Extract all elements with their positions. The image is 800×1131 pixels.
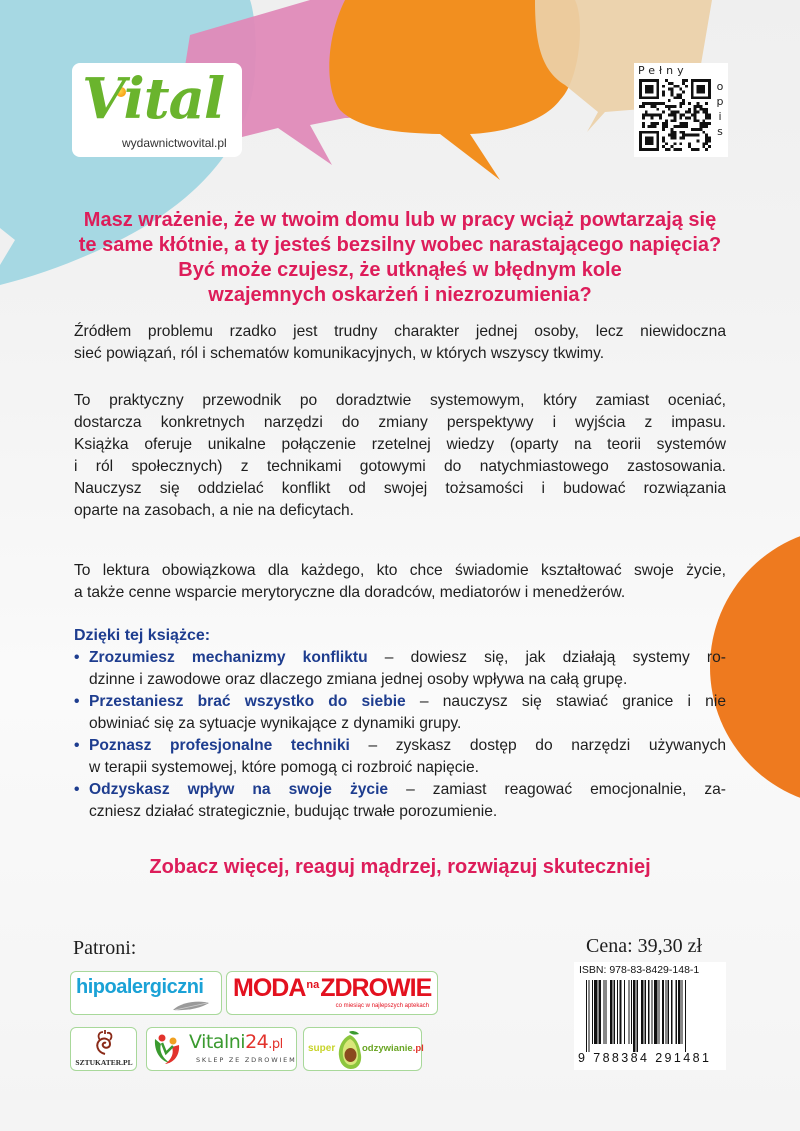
- tagline: Zobacz więcej, reaguj mądrzej, rozwiązuj skuteczniej: [149, 856, 651, 878]
- benefit-text: – dowiesz się, jak działają systemy ro-: [367, 649, 726, 666]
- qr-code-full-description[interactable]: [634, 63, 728, 157]
- qr-label-side-char: p: [716, 95, 724, 108]
- partner-logo-superodzywianie[interactable]: [303, 1027, 422, 1071]
- barcode-bar: [633, 980, 635, 1052]
- barcode-bar: [586, 980, 587, 1052]
- sztukater-text: SZTUKATER.PL: [75, 1058, 133, 1067]
- logo-wordmark: Vital: [82, 66, 225, 132]
- barcode-bar: [685, 980, 686, 1052]
- paragraph-line: a także cenne wsparcie merytoryczne dla doradców, mediatorów i menedżerów.: [74, 584, 626, 601]
- barcode-bar: [588, 980, 589, 1052]
- barcode-bar: [606, 980, 607, 1044]
- paragraph-line: Źródłem problemu rzadko jest trudny charakter jednej osoby, lecz niewidoczna: [74, 323, 726, 340]
- zdrowie-text: ZDROWIE: [320, 974, 432, 1002]
- vitalni-wordmark: [189, 1031, 283, 1053]
- benefit-heading: Poznasz profesjonalne techniki: [89, 737, 350, 754]
- moda-wordmark: [233, 974, 431, 1003]
- barcode-bar: [676, 980, 677, 1044]
- isbn-barcode: [574, 962, 726, 1070]
- barcode-bar: [654, 980, 657, 1044]
- benefit-item: [74, 735, 726, 779]
- benefit-text: – nauczysz się stawiać granice i nie: [405, 693, 726, 710]
- barcode-bar: [678, 980, 680, 1044]
- paragraph-source-of-problem: [74, 321, 726, 365]
- bullet-icon: •: [74, 693, 80, 710]
- barcode-bar: [599, 980, 601, 1044]
- benefit-line: [89, 691, 726, 713]
- vitalni-subtitle: SKLEP ZE ZDROWIEM: [196, 1056, 297, 1064]
- barcode-bar: [603, 980, 604, 1044]
- barcode-bar: [662, 980, 664, 1044]
- barcode-bar: [648, 980, 649, 1044]
- barcode-bar: [641, 980, 643, 1044]
- paragraph-line: To lektura obowiązkowa dla każdego, kto chce świadomie kształtować swoje życie,: [74, 562, 726, 579]
- benefit-text: czniesz działać strategicznie, budując trwałe porozumienie.: [89, 803, 498, 820]
- barcode-bar: [681, 980, 682, 1044]
- vitalni-24: 24: [245, 1031, 269, 1053]
- partner-logo-vitalni24[interactable]: [146, 1027, 297, 1071]
- barcode-bar: [637, 980, 638, 1052]
- partner-logo-moda-na-zdrowie[interactable]: [226, 971, 438, 1015]
- barcode-bar: [652, 980, 653, 1044]
- benefit-heading: Zrozumiesz mechanizmy konfliktu: [89, 649, 368, 666]
- headline-line: te same kłótnie, a ty jesteś bezsilny wobec narastającego napięcia?: [78, 234, 722, 256]
- barcode-bar: [624, 980, 625, 1044]
- benefit-line: [89, 779, 726, 801]
- bullet-icon: •: [74, 649, 80, 666]
- odzywianie-text: [362, 1043, 424, 1054]
- people-icon: [152, 1031, 182, 1067]
- super-text: super: [308, 1043, 336, 1054]
- benefit-text: dzinne i zawodowe oraz dlaczego zmiana jednej osoby wpływa na całą grupę.: [89, 671, 628, 688]
- avocado-icon: [337, 1030, 363, 1070]
- benefit-text: obwiniać się za sytuacje wynikające z dynamiki grupy.: [89, 715, 462, 732]
- publisher-url: wydawnictwovital.pl: [122, 136, 227, 150]
- hipoalergiczni-wordmark: hipoalergiczni: [76, 976, 204, 998]
- partner-logo-sztukater[interactable]: [70, 1027, 137, 1071]
- qr-label-side-char: s: [717, 125, 723, 138]
- barcode-bar: [668, 980, 669, 1044]
- patrons-label: Patroni:: [73, 937, 137, 959]
- partner-logo-hipoalergiczni[interactable]: [70, 971, 222, 1015]
- barcode-bar: [617, 980, 618, 1044]
- feather-icon: [171, 1000, 211, 1012]
- paragraph-line: oparte na zasobach, a nie na deficytach.: [74, 502, 355, 519]
- qr-label-side: [714, 79, 726, 139]
- barcode-bar: [631, 980, 632, 1044]
- ornament-icon: [91, 1030, 119, 1056]
- odzywianie-pl: .pl: [412, 1043, 424, 1054]
- barcode-digits: 9 788384 291481: [578, 1051, 712, 1065]
- paragraph-line: Książka oferuje unikalne połączenie rzetelnej wiedzy (oparty na teorii systemów: [74, 436, 726, 453]
- barcode-bar: [658, 980, 659, 1044]
- barcode-bar: [594, 980, 597, 1044]
- headline-line: Masz wrażenie, że w twoim domu lub w pracy wciąż powtarzają się: [83, 209, 717, 231]
- paragraph-guide-description: [74, 390, 726, 522]
- benefit-text: w terapii systemowej, które pomogą ci rozbroić napięcie.: [89, 759, 480, 776]
- qr-label-top: Pełny: [638, 64, 688, 77]
- barcode-bar: [614, 980, 615, 1044]
- benefit-text: – zamiast reagować emocjonalnie, za-: [388, 781, 727, 798]
- vitalni-text: Vitalni: [189, 1031, 246, 1053]
- benefit-text: – zyskasz dostęp do narzędzi używanych: [349, 737, 726, 754]
- barcode-bar: [671, 980, 672, 1044]
- price: Cena: 39,30 zł: [586, 935, 703, 957]
- barcode-bar: [645, 980, 646, 1044]
- isbn-label: ISBN: 978-83-8429-148-1: [579, 964, 700, 976]
- qr-label-side-char: o: [716, 80, 724, 93]
- benefit-heading: Odzyskasz wpływ na swoje życie: [89, 781, 389, 798]
- qr-label-side-char: i: [718, 110, 722, 123]
- paragraph-audience: [74, 560, 726, 604]
- na-text: na: [306, 979, 320, 991]
- paragraph-line: dostarcza konkretnych narzędzi do zmiany perspektywy i wyjścia z impasu.: [74, 414, 726, 431]
- barcode-bar: [592, 980, 593, 1044]
- benefits-title: Dzięki tej książce:: [74, 627, 211, 644]
- barcode-icon: [586, 980, 718, 1052]
- moda-subtitle: co miesiąc w najlepszych aptekach: [335, 1003, 429, 1009]
- headline: [40, 208, 760, 308]
- barcode-bar: [629, 980, 630, 1044]
- odzywianie-word: odzywianie: [362, 1043, 413, 1054]
- bullet-icon: •: [74, 781, 80, 798]
- headline-line: Być może czujesz, że utknąłeś w błędnym kole: [178, 259, 622, 281]
- qr-code-icon: [639, 79, 711, 151]
- bullet-icon: •: [74, 737, 80, 754]
- barcode-bar: [610, 980, 612, 1044]
- benefit-line: [89, 647, 726, 669]
- benefit-item: [74, 779, 726, 823]
- benefits-list: [74, 625, 726, 823]
- benefit-line: [89, 735, 726, 757]
- vitalni-pl: .pl: [268, 1037, 283, 1052]
- barcode-bar: [619, 980, 621, 1044]
- moda-text: MODA: [233, 974, 306, 1002]
- vital-logo[interactable]: [72, 63, 242, 157]
- benefit-heading: Przestaniesz brać wszystko do siebie: [89, 693, 406, 710]
- paragraph-line: Nauczysz się oddzielać konflikt od swojej tożsamości i budować rozwiązania: [74, 480, 726, 497]
- benefit-item: [74, 691, 726, 735]
- paragraph-line: sieć powiązań, ról i schematów komunikacyjnych, w których wszyscy tkwimy.: [74, 345, 605, 362]
- headline-line: wzajemnych oskarżeń i niezrozumienia?: [208, 284, 592, 306]
- paragraph-line: i ról społecznych) z technikami gotowymi do natychmiastowego zastosowania.: [74, 458, 726, 475]
- benefit-item: [74, 647, 726, 691]
- barcode-bar: [665, 980, 666, 1044]
- paragraph-line: To praktyczny przewodnik po doradztwie systemowym, który zamiast oceniać,: [74, 392, 726, 409]
